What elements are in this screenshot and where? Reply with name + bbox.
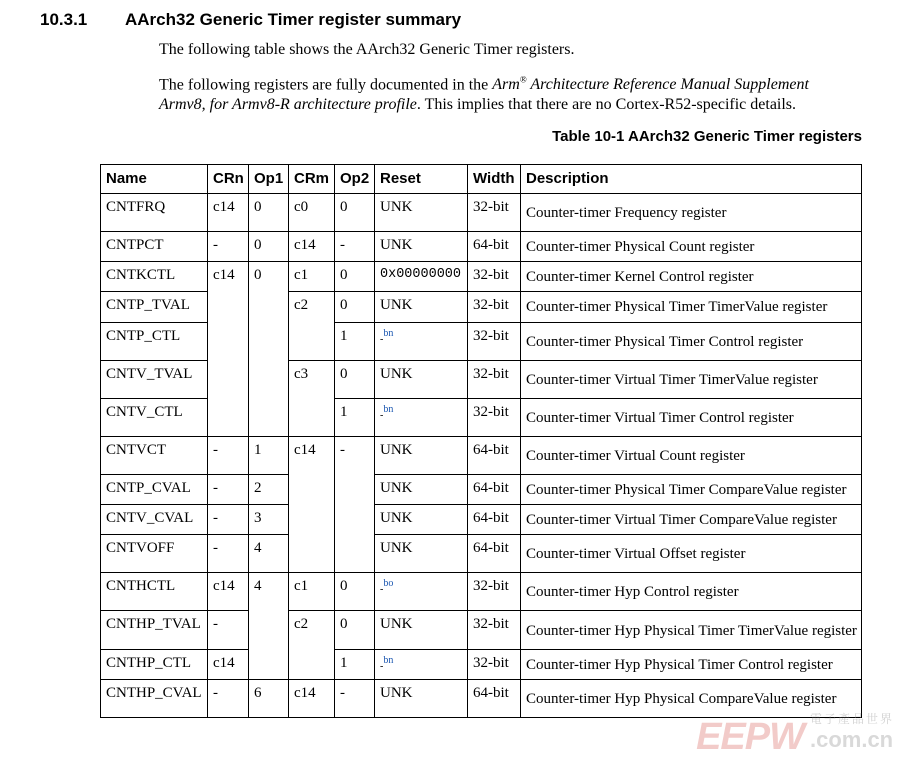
cell-description: Counter-timer Virtual Timer Control register [521, 398, 862, 436]
table-row [101, 262, 862, 292]
cell-crm: c14 [289, 436, 335, 572]
cell-description: Counter-timer Physical Timer TimerValue register [521, 292, 862, 322]
cell-width: 32-bit [468, 262, 521, 292]
cell-reset: 0x00000000 [375, 262, 468, 292]
footnote-link[interactable]: bn [383, 327, 394, 339]
cell-name: CNTP_TVAL [101, 292, 208, 322]
cell-width: 32-bit [468, 611, 521, 649]
cell-crm: c3 [289, 360, 335, 436]
cell-description: Counter-timer Virtual Count register [521, 436, 862, 474]
cell-name: CNTV_TVAL [101, 360, 208, 398]
cell-description: Counter-timer Physical Count register [521, 232, 862, 262]
cell-description: Counter-timer Frequency register [521, 194, 862, 232]
cell-op2: 0 [335, 611, 375, 649]
table-row [101, 649, 862, 679]
cell-op2: 0 [335, 194, 375, 232]
cell-name: CNTP_CVAL [101, 475, 208, 505]
table-row [101, 573, 862, 611]
cell-reset: -$^{bn}$ [375, 649, 468, 679]
cell-op1: 2 [249, 475, 289, 505]
header-op1: Op1 [249, 165, 289, 194]
cell-reset: UNK [375, 232, 468, 262]
watermark-url: .com.cn [809, 727, 894, 752]
cell-name: CNTKCTL [101, 262, 208, 292]
cell-crm: c14 [289, 679, 335, 717]
table-row [101, 194, 862, 232]
note-paragraph [159, 70, 859, 115]
cell-width: 64-bit [468, 436, 521, 474]
cell-width: 64-bit [468, 475, 521, 505]
cell-reset: UNK [375, 679, 468, 717]
cell-op2: 1 [335, 398, 375, 436]
header-crn: CRn [208, 165, 249, 194]
cell-reset: UNK [375, 292, 468, 322]
cell-op2: 0 [335, 360, 375, 398]
cell-width: 32-bit [468, 649, 521, 679]
cell-name: CNTV_CVAL [101, 505, 208, 535]
cell-reset: UNK [375, 611, 468, 649]
header-width: Width [468, 165, 521, 194]
note-pre: The following registers are fully documented in the [159, 76, 493, 94]
note-post: . This implies that there are no Cortex-R52-specific details. [416, 96, 797, 114]
cell-op1: 0 [249, 232, 289, 262]
cell-reset: -$^{bo}$ [375, 573, 468, 611]
cell-name: CNTHP_TVAL [101, 611, 208, 649]
cell-crm: c2 [289, 611, 335, 679]
section-title: AArch32 Generic Timer register summary [125, 10, 462, 29]
cell-op1: 1 [249, 436, 289, 474]
cell-crn: c14 [208, 573, 249, 611]
table-header-row [101, 165, 862, 194]
cell-reset: UNK [375, 360, 468, 398]
cell-reset: -$^{bn}$ [375, 322, 468, 360]
cell-description: Counter-timer Virtual Timer TimerValue register [521, 360, 862, 398]
cell-width: 32-bit [468, 360, 521, 398]
cell-op2: - [335, 679, 375, 717]
cell-width: 64-bit [468, 679, 521, 717]
cell-crm: c1 [289, 573, 335, 611]
cell-reset: UNK [375, 194, 468, 232]
header-reset: Reset [375, 165, 468, 194]
footnote-link[interactable]: bn [383, 654, 394, 666]
cell-width: 32-bit [468, 292, 521, 322]
cell-name: CNTV_CTL [101, 398, 208, 436]
table-caption: Table 10-1 AArch32 Generic Timer registers [552, 128, 862, 145]
cell-op1: 6 [249, 679, 289, 717]
cell-description: Counter-timer Hyp Physical Timer TimerValue register [521, 611, 862, 649]
cell-description: Counter-timer Hyp Physical Timer Control register [521, 649, 862, 679]
cell-width: 32-bit [468, 573, 521, 611]
header-description: Description [521, 165, 862, 194]
manual-reference[interactable]: Arm® Architecture Reference Manual Supplement Armv8, for Armv8-R architecture profile [159, 75, 809, 114]
cell-name: CNTVCT [101, 436, 208, 474]
cell-op2: 0 [335, 573, 375, 611]
intro-paragraph: The following table shows the AArch32 Generic Timer registers. [159, 41, 575, 58]
cell-op1: 4 [249, 535, 289, 573]
eepw-logo: EEPW [696, 716, 804, 758]
header-name: Name [101, 165, 208, 194]
footnote-link[interactable]: bn [383, 403, 394, 415]
cell-crn: - [208, 611, 249, 649]
cell-reset: UNK [375, 475, 468, 505]
cell-crn: c14 [208, 262, 249, 437]
table-row [101, 505, 862, 535]
table-row [101, 611, 862, 649]
section-number: 10.3.1 [40, 10, 88, 29]
cell-crm: c14 [289, 232, 335, 262]
cell-description: Counter-timer Virtual Offset register [521, 535, 862, 573]
cell-width: 32-bit [468, 322, 521, 360]
cell-width: 32-bit [468, 398, 521, 436]
cell-description: Counter-timer Hyp Control register [521, 573, 862, 611]
cell-reset: UNK [375, 505, 468, 535]
watermark-chinese-text: 電子產品世界 [809, 712, 894, 726]
cell-op1: 3 [249, 505, 289, 535]
cell-op2: 0 [335, 262, 375, 292]
cell-name: CNTHP_CVAL [101, 679, 208, 717]
cell-crn: c14 [208, 649, 249, 679]
cell-reset: UNK [375, 436, 468, 474]
cell-reset: UNK [375, 535, 468, 573]
cell-name: CNTHCTL [101, 573, 208, 611]
cell-crn: - [208, 232, 249, 262]
cell-crn: - [208, 679, 249, 717]
cell-crn: - [208, 535, 249, 573]
cell-name: CNTPCT [101, 232, 208, 262]
cell-name: CNTFRQ [101, 194, 208, 232]
table-row [101, 436, 862, 474]
cell-description: Counter-timer Physical Timer CompareValue register [521, 475, 862, 505]
cell-description: Counter-timer Physical Timer Control register [521, 322, 862, 360]
cell-name: CNTHP_CTL [101, 649, 208, 679]
cell-crn: - [208, 436, 249, 474]
cell-op1: 0 [249, 194, 289, 232]
cell-op2: 1 [335, 649, 375, 679]
cell-crn: - [208, 505, 249, 535]
cell-crn: c14 [208, 194, 249, 232]
cell-description: Counter-timer Hyp Physical CompareValue register [521, 679, 862, 717]
cell-reset: -$^{bn}$ [375, 398, 468, 436]
cell-op2: - [335, 436, 375, 572]
eepw-watermark [696, 710, 894, 759]
cell-op2: 0 [335, 292, 375, 322]
generic-timer-register-table [100, 164, 862, 718]
cell-op1: 4 [249, 573, 289, 679]
cell-crm: c2 [289, 292, 335, 360]
cell-crn: - [208, 475, 249, 505]
cell-op1: 0 [249, 262, 289, 437]
cell-width: 64-bit [468, 505, 521, 535]
cell-crm: c1 [289, 262, 335, 292]
header-op2: Op2 [335, 165, 375, 194]
table-row [101, 535, 862, 573]
cell-op2: - [335, 232, 375, 262]
cell-crm: c0 [289, 194, 335, 232]
cell-width: 32-bit [468, 194, 521, 232]
cell-description: Counter-timer Virtual Timer CompareValue register [521, 505, 862, 535]
cell-name: CNTP_CTL [101, 322, 208, 360]
table-row [101, 232, 862, 262]
cell-description: Counter-timer Kernel Control register [521, 262, 862, 292]
cell-op2: 1 [335, 322, 375, 360]
cell-width: 64-bit [468, 535, 521, 573]
cell-width: 64-bit [468, 232, 521, 262]
footnote-link[interactable]: bo [383, 578, 394, 590]
header-crm: CRm [289, 165, 335, 194]
table-row [101, 475, 862, 505]
cell-name: CNTVOFF [101, 535, 208, 573]
